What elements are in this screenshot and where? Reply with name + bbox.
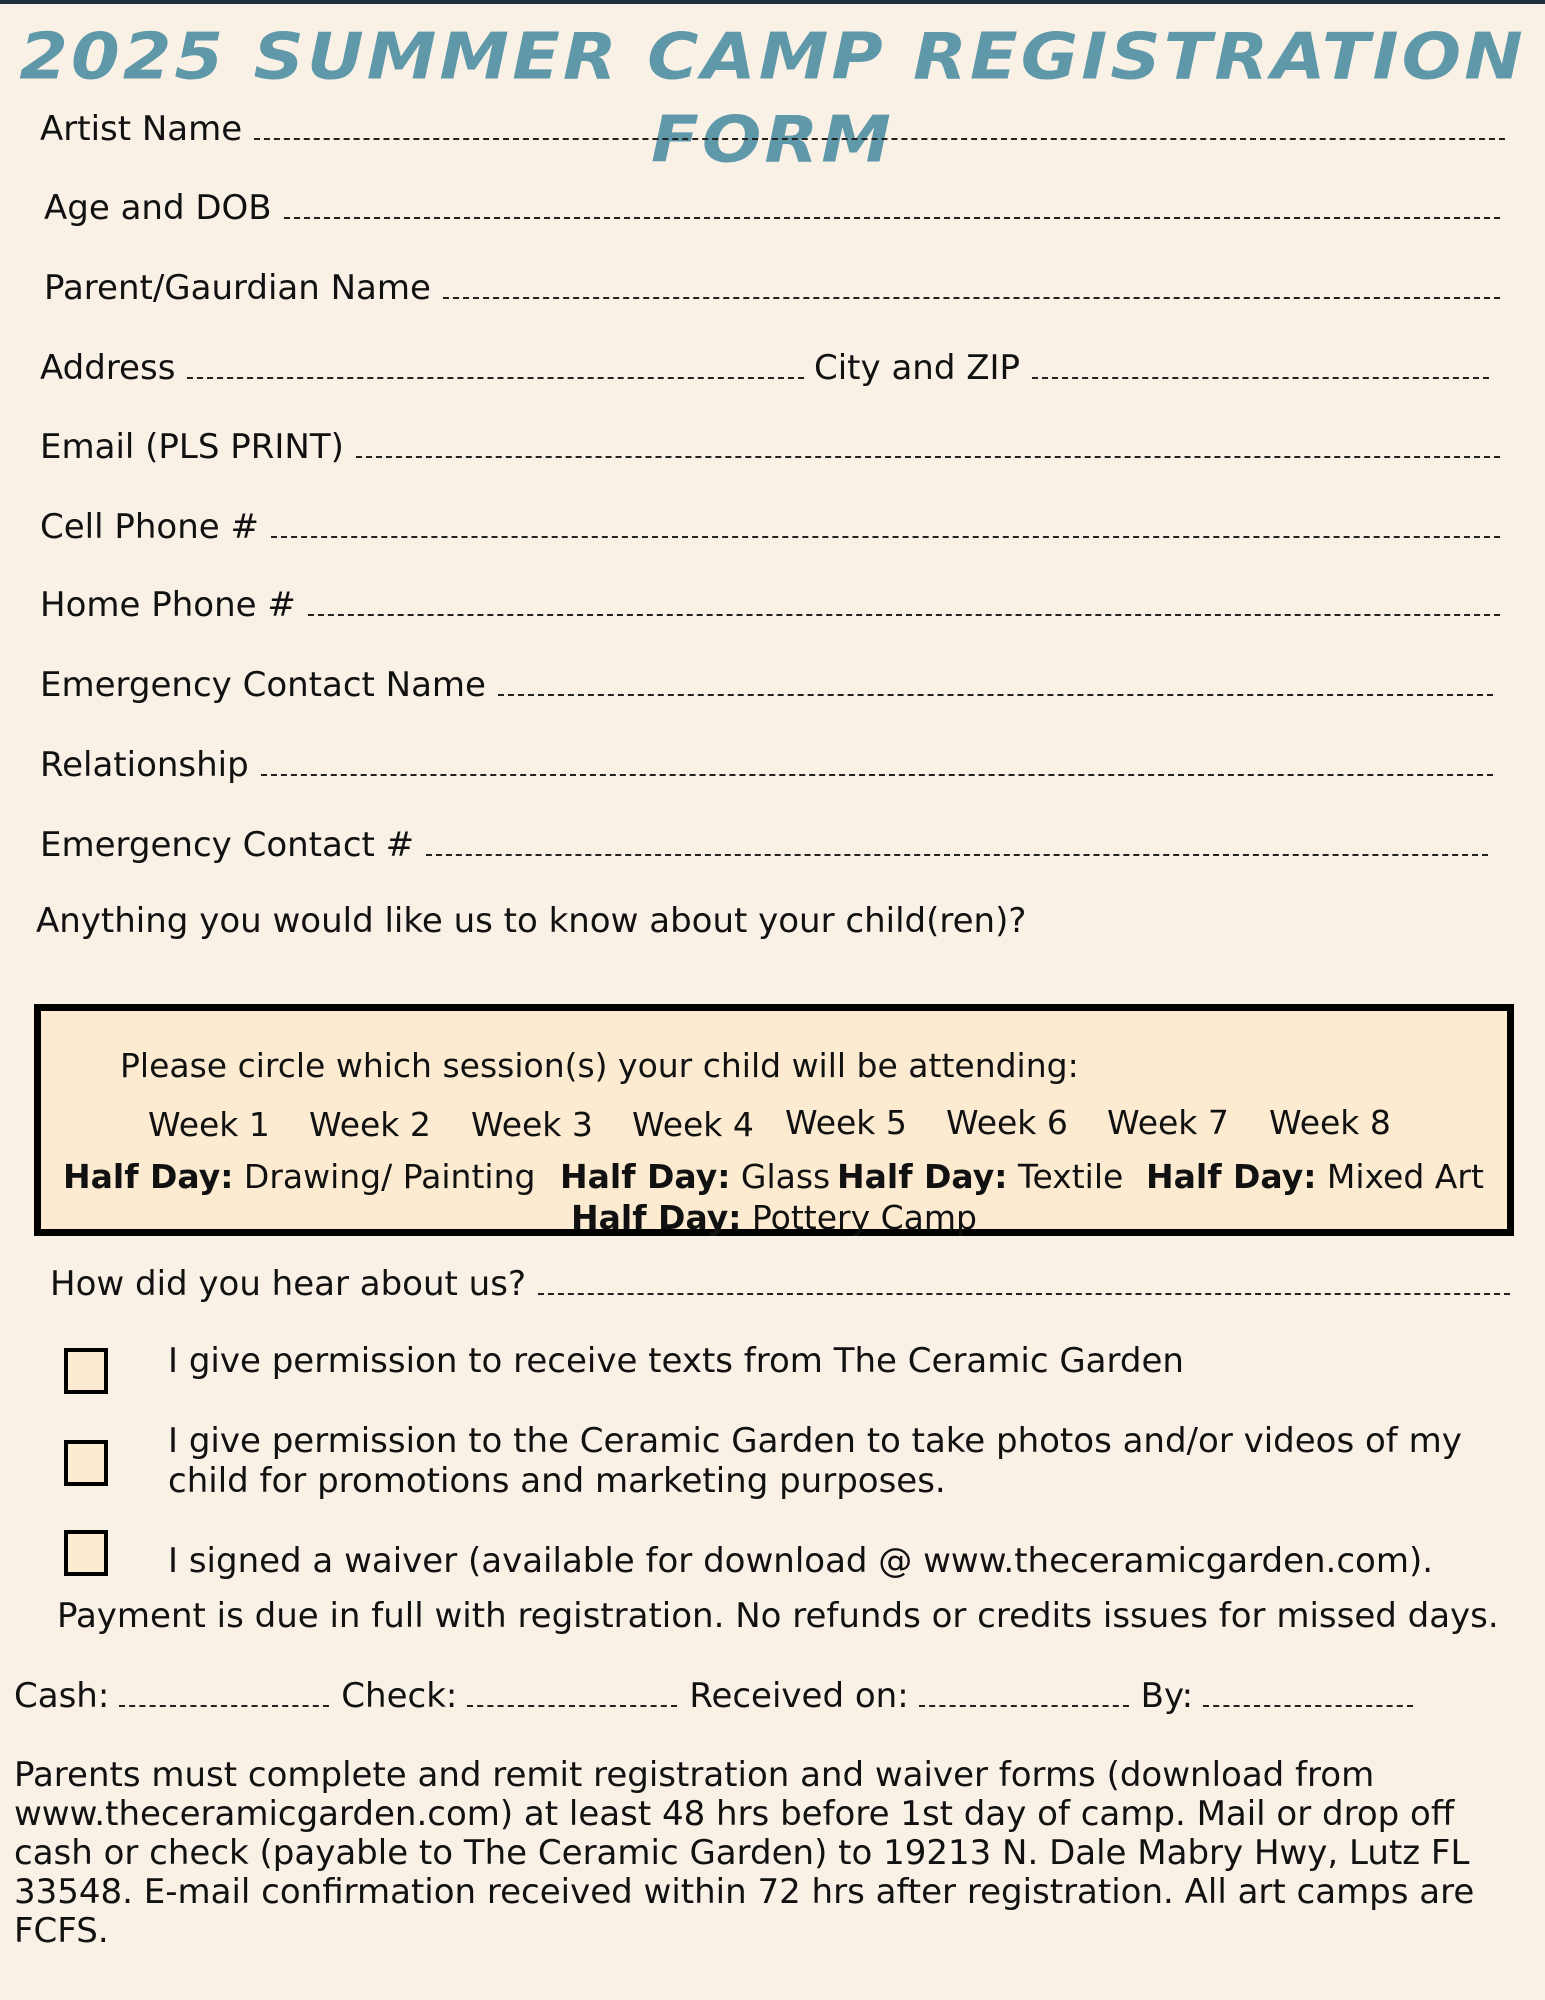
half-day-label: Half Day: — [571, 1198, 742, 1237]
artist-name-field[interactable] — [40, 107, 1505, 151]
texts-permission-checkbox[interactable] — [64, 1348, 108, 1394]
week-8[interactable]: Week 8 — [1269, 1103, 1391, 1142]
city-zip-blank[interactable] — [1032, 349, 1489, 379]
check-label: Check: — [341, 1676, 458, 1716]
address-blank[interactable] — [187, 349, 804, 379]
emergency-name-blank[interactable] — [498, 666, 1493, 696]
parent-name-label: Parent/Gaurdian Name — [44, 268, 431, 308]
camp-name: Drawing/ Painting — [243, 1157, 536, 1196]
emergency-number-label: Emergency Contact # — [40, 825, 415, 865]
by-label: By: — [1140, 1676, 1194, 1716]
emergency-number-field[interactable] — [40, 823, 1488, 867]
camp-textile[interactable] — [837, 1156, 1123, 1198]
photo-permission-text: I give permission to the Ceramic Garden to take photos and/or videos of my child for promotions and marketing purposes. — [168, 1421, 1462, 1501]
form-title: 2025 SUMMER CAMP REGISTRATION FORM — [19, 18, 1526, 178]
payment-note: Payment is due in full with registration. No refunds or credits issues for missed days. — [57, 1596, 1499, 1636]
check-blank[interactable] — [467, 1677, 677, 1707]
camp-pottery[interactable] — [41, 1197, 1507, 1239]
week-3[interactable]: Week 3 — [471, 1105, 593, 1144]
registration-notice: Parents must complete and remit registration and waiver forms (download from www.theceramicgarden.com) at least 48 hrs before 1st day of camp. Mail or drop off cash or check (payable to The Ceramic Garden) to 19213 N. Dale Mabry Hwy, Lutz FL 33548. E-mail confirmation received within 72 hrs after registration. All art camps are FCFS. — [14, 1755, 1475, 1951]
relationship-label: Relationship — [40, 745, 249, 785]
hear-about-label: How did you hear about us? — [50, 1264, 526, 1304]
city-zip-label: City and ZIP — [814, 348, 1021, 388]
session-prompt: Please circle which session(s) your child will be attending: — [120, 1046, 1079, 1085]
home-phone-field[interactable] — [40, 583, 1500, 627]
emergency-name-label: Emergency Contact Name — [40, 665, 486, 705]
camp-name: Glass — [740, 1157, 831, 1196]
artist-name-blank[interactable] — [254, 110, 1505, 140]
top-border — [0, 0, 1545, 4]
cash-blank[interactable] — [119, 1677, 329, 1707]
camp-mixed-art[interactable] — [1146, 1156, 1484, 1198]
address-label: Address — [40, 348, 176, 388]
emergency-number-blank[interactable] — [426, 826, 1488, 856]
week-4[interactable]: Week 4 — [632, 1105, 754, 1144]
session-selection-box — [34, 1004, 1514, 1236]
parent-name-field[interactable] — [44, 266, 1500, 310]
week-6[interactable]: Week 6 — [946, 1103, 1068, 1142]
camp-name: Mixed Art — [1326, 1157, 1484, 1196]
cell-phone-label: Cell Phone # — [40, 507, 259, 547]
waiver-checkbox[interactable] — [64, 1530, 108, 1576]
email-blank[interactable] — [356, 428, 1500, 458]
received-on-label: Received on: — [689, 1676, 909, 1716]
email-label: Email (PLS PRINT) — [40, 427, 344, 467]
home-phone-label: Home Phone # — [40, 585, 296, 625]
photo-permission-checkbox[interactable] — [64, 1440, 108, 1486]
by-blank[interactable] — [1203, 1677, 1413, 1707]
week-1[interactable]: Week 1 — [148, 1105, 270, 1144]
age-dob-blank[interactable] — [284, 189, 1500, 219]
age-dob-label: Age and DOB — [44, 188, 272, 228]
email-field[interactable] — [40, 425, 1500, 469]
camp-glass[interactable] — [560, 1156, 830, 1198]
half-day-label: Half Day: — [63, 1157, 234, 1196]
relationship-field[interactable] — [40, 743, 1493, 787]
emergency-name-field[interactable] — [40, 663, 1493, 707]
week-5[interactable]: Week 5 — [785, 1103, 907, 1142]
home-phone-blank[interactable] — [308, 586, 1500, 616]
week-7[interactable]: Week 7 — [1107, 1103, 1229, 1142]
received-on-blank[interactable] — [919, 1677, 1129, 1707]
week-2[interactable]: Week 2 — [309, 1105, 431, 1144]
half-day-label: Half Day: — [560, 1157, 731, 1196]
half-day-label: Half Day: — [1146, 1157, 1317, 1196]
age-dob-field[interactable] — [44, 186, 1500, 230]
cell-phone-blank[interactable] — [271, 508, 1500, 538]
hear-about-blank[interactable] — [538, 1265, 1510, 1295]
camp-name: Textile — [1017, 1157, 1124, 1196]
cash-label: Cash: — [14, 1676, 110, 1716]
camp-name: Pottery Camp — [751, 1198, 977, 1237]
payment-fields — [14, 1674, 1425, 1718]
relationship-blank[interactable] — [261, 746, 1493, 776]
camp-drawing-painting[interactable] — [63, 1156, 535, 1198]
artist-name-label: Artist Name — [40, 109, 243, 149]
texts-permission-text: I give permission to receive texts from The Ceramic Garden — [168, 1341, 1184, 1381]
city-zip-field[interactable] — [814, 346, 1489, 390]
parent-name-blank[interactable] — [443, 269, 1500, 299]
half-day-label: Half Day: — [837, 1157, 1008, 1196]
hear-about-field[interactable] — [50, 1262, 1510, 1306]
waiver-text: I signed a waiver (available for download @ www.theceramicgarden.com). — [168, 1541, 1434, 1581]
address-field[interactable] — [40, 346, 804, 390]
cell-phone-field[interactable] — [40, 505, 1500, 549]
child-question: Anything you would like us to know about your child(ren)? — [36, 901, 1027, 941]
